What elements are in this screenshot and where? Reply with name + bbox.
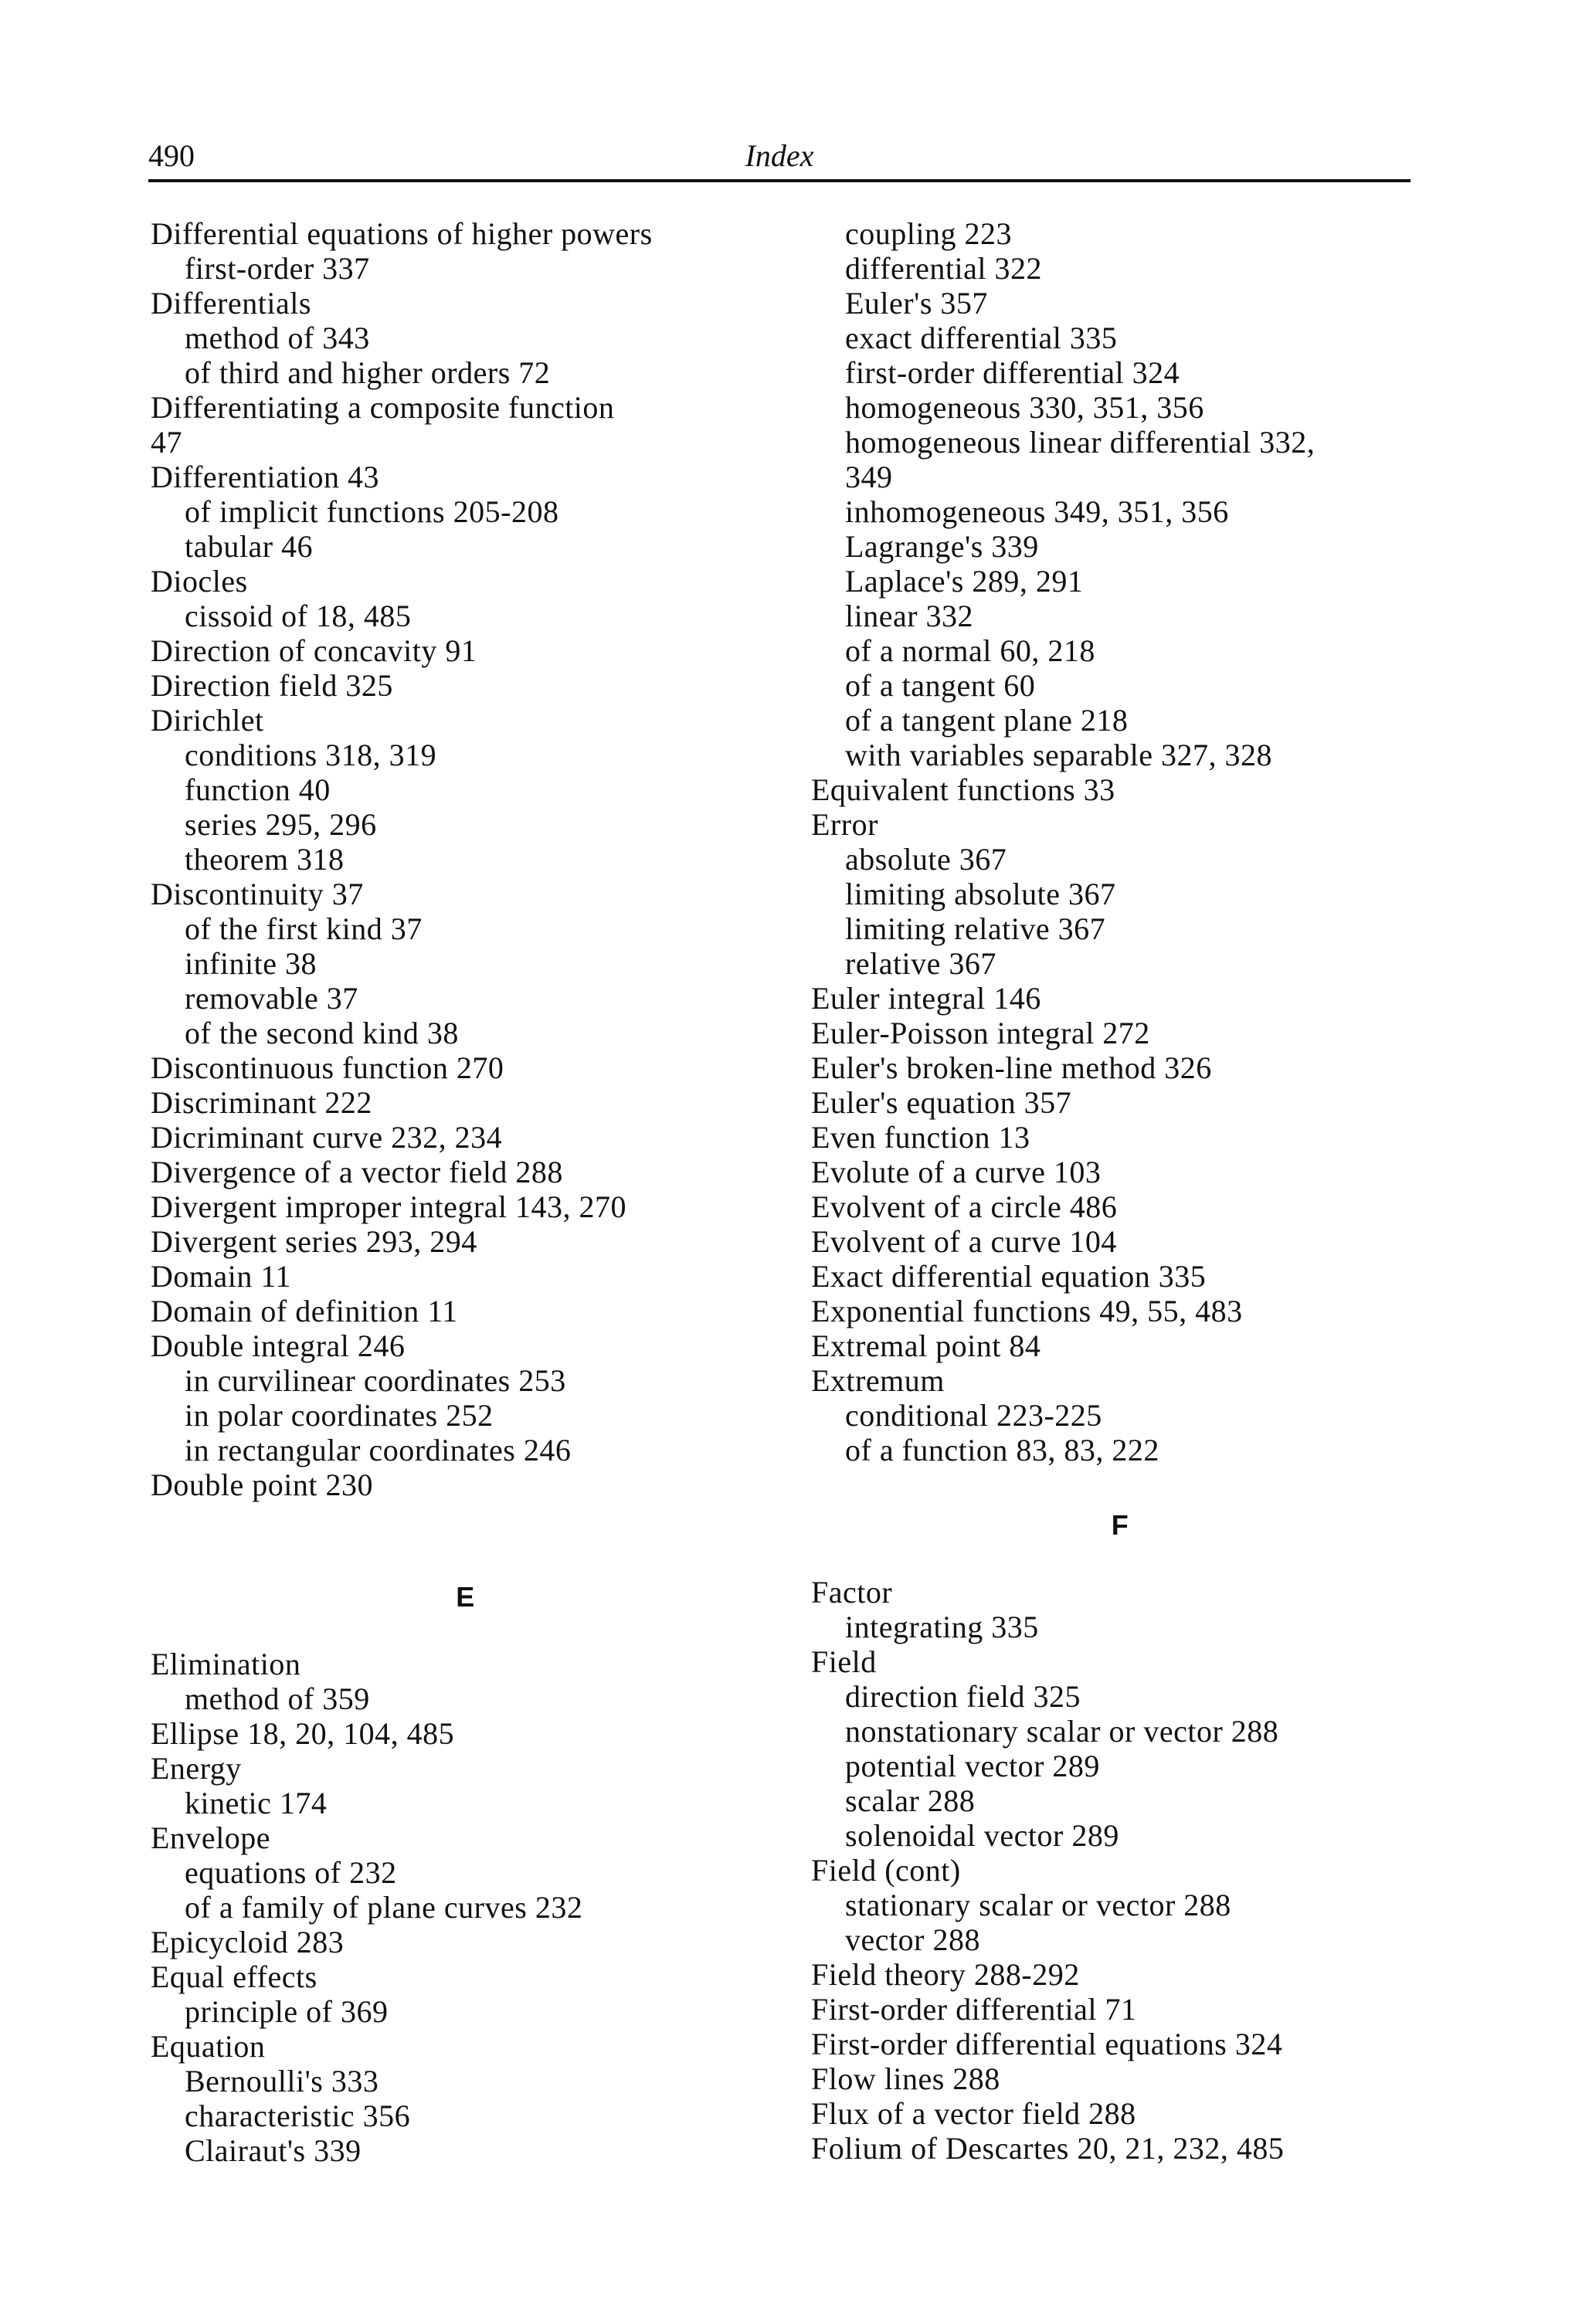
index-entry: Double point 230 [151, 1467, 373, 1502]
index-subentry: Lagrange's 339 [845, 529, 1039, 564]
index-subentry: of third and higher orders 72 [185, 355, 551, 390]
index-subentry: relative 367 [845, 946, 996, 981]
index-subentry: Euler's 357 [845, 286, 988, 321]
right-column [811, 216, 1429, 2166]
index-entry: Factor [811, 1575, 893, 1610]
index-subentry: in rectangular coordinates 246 [185, 1433, 572, 1467]
section-gap [811, 1542, 1429, 1575]
section-gap [151, 1502, 780, 1579]
index-entry: Equal effects [151, 1959, 317, 1994]
index-subentry: differential 322 [845, 251, 1042, 286]
index-subentry: function 40 [185, 772, 331, 807]
index-subentry: kinetic 174 [185, 1786, 328, 1820]
index-subentry: Laplace's 289, 291 [845, 564, 1084, 599]
index-entry: Differentials [151, 286, 311, 321]
index-subentry: homogeneous linear differential 332, [845, 425, 1316, 460]
index-entry: 47 [151, 425, 182, 460]
index-subentry: integrating 335 [845, 1610, 1039, 1644]
index-entry: Even function 13 [811, 1120, 1030, 1155]
index-entry: Direction of concavity 91 [151, 633, 477, 668]
index-subentry: limiting absolute 367 [845, 877, 1116, 911]
index-entry: Field [811, 1644, 877, 1679]
index-entry: Exponential functions 49, 55, 483 [811, 1294, 1243, 1328]
index-entry: Flow lines 288 [811, 2061, 1000, 2096]
index-subentry: absolute 367 [845, 842, 1007, 877]
index-subentry: of a family of plane curves 232 [185, 1890, 583, 1925]
index-subentry: of a normal 60, 218 [845, 633, 1095, 668]
index-entry: Domain 11 [151, 1259, 291, 1294]
section-gap [811, 1467, 1429, 1508]
index-entry: Exact differential equation 335 [811, 1259, 1207, 1294]
index-entry: Evolute of a curve 103 [811, 1155, 1102, 1189]
index-entry: Field (cont) [811, 1853, 961, 1888]
index-subentry: in polar coordinates 252 [185, 1398, 494, 1433]
index-subentry: stationary scalar or vector 288 [845, 1888, 1231, 1922]
section-gap [151, 1614, 780, 1647]
index-subentry: method of 359 [185, 1681, 370, 1716]
index-subentry: 349 [845, 460, 893, 494]
left-entries-e [151, 1647, 780, 2168]
index-subentry: conditional 223-225 [845, 1398, 1102, 1433]
index-subentry: vector 288 [845, 1922, 980, 1957]
index-entry: Euler-Poisson integral 272 [811, 1016, 1150, 1050]
running-head: Index [745, 138, 814, 173]
index-entry: Ellipse 18, 20, 104, 485 [151, 1716, 455, 1751]
index-subentry: of the second kind 38 [185, 1016, 459, 1050]
index-subentry: series 295, 296 [185, 807, 377, 842]
index-subentry: removable 37 [185, 981, 358, 1016]
index-subentry: tabular 46 [185, 529, 314, 564]
index-subentry: solenoidal vector 289 [845, 1818, 1119, 1853]
index-entry: Energy [151, 1751, 242, 1786]
index-entry: Epicycloid 283 [151, 1925, 345, 1959]
index-subentry: inhomogeneous 349, 351, 356 [845, 494, 1229, 529]
index-subentry: principle of 369 [185, 1994, 389, 2029]
index-entry: Domain of definition 11 [151, 1294, 458, 1328]
index-subentry: theorem 318 [185, 842, 345, 877]
index-entry: Dirichlet [151, 703, 264, 738]
index-entry: Direction field 325 [151, 668, 393, 703]
index-entry: Envelope [151, 1820, 271, 1855]
index-entry: Euler's broken-line method 326 [811, 1050, 1212, 1085]
left-entries-d [151, 216, 780, 1502]
page-number: 490 [148, 138, 195, 173]
index-entry: Divergent improper integral 143, 270 [151, 1189, 627, 1224]
section-letter-f: F [1111, 1509, 1129, 1541]
index-entry: Differentiating a composite function [151, 390, 615, 425]
index-entry: Divergence of a vector field 288 [151, 1155, 563, 1189]
index-entry: Dicriminant curve 232, 234 [151, 1120, 503, 1155]
index-subentry: conditions 318, 319 [185, 738, 437, 772]
index-entry: Evolvent of a circle 486 [811, 1189, 1118, 1224]
index-subentry: cissoid of 18, 485 [185, 599, 412, 633]
index-entry: Euler integral 146 [811, 981, 1041, 1016]
index-entry: Error [811, 807, 878, 842]
index-entry: Equation [151, 2029, 266, 2064]
index-subentry: of a function 83, 83, 222 [845, 1433, 1159, 1467]
index-entry: Differential equations of higher powers [151, 216, 653, 251]
left-column [151, 216, 780, 2168]
index-subentry: method of 343 [185, 321, 370, 355]
index-subentry: first-order differential 324 [845, 355, 1180, 390]
index-subentry: infinite 38 [185, 946, 317, 981]
index-entry: First-order differential 71 [811, 1992, 1137, 2027]
index-subentry: of a tangent plane 218 [845, 703, 1129, 738]
index-entry: Discontinuous function 270 [151, 1050, 504, 1085]
index-subentry: characteristic 356 [185, 2098, 411, 2133]
index-entry: Double integral 246 [151, 1328, 406, 1363]
index-entry: Extremal point 84 [811, 1328, 1041, 1363]
index-subentry: limiting relative 367 [845, 911, 1106, 946]
right-entries-f [811, 1575, 1429, 2166]
index-entry: Differentiation 43 [151, 460, 379, 494]
index-subentry: scalar 288 [845, 1783, 976, 1818]
index-subentry: Clairaut's 339 [185, 2133, 362, 2168]
index-subentry: potential vector 289 [845, 1749, 1100, 1783]
index-entry: Folium of Descartes 20, 21, 232, 485 [811, 2131, 1285, 2166]
index-subentry: coupling 223 [845, 216, 1012, 251]
index-entry: Euler's equation 357 [811, 1085, 1072, 1120]
index-entry: Evolvent of a curve 104 [811, 1224, 1117, 1259]
right-entries-e [811, 216, 1429, 1467]
index-entry: Discontinuity 37 [151, 877, 364, 911]
index-entry: Discriminant 222 [151, 1085, 372, 1120]
section-letter-e: E [456, 1581, 475, 1613]
index-subentry: nonstationary scalar or vector 288 [845, 1714, 1279, 1749]
index-subentry: of the first kind 37 [185, 911, 423, 946]
index-subentry: Bernoulli's 333 [185, 2064, 379, 2098]
index-entry: Elimination [151, 1647, 301, 1681]
index-entry: Diocles [151, 564, 248, 599]
index-entry: First-order differential equations 324 [811, 2027, 1283, 2061]
index-subentry: first-order 337 [185, 251, 370, 286]
index-subentry: in curvilinear coordinates 253 [185, 1363, 566, 1398]
index-subentry: with variables separable 327, 328 [845, 738, 1273, 772]
index-entry: Equivalent functions 33 [811, 772, 1115, 807]
index-subentry: direction field 325 [845, 1679, 1081, 1714]
index-subentry: linear 332 [845, 599, 974, 633]
index-entry: Extremum [811, 1363, 945, 1398]
index-entry: Flux of a vector field 288 [811, 2096, 1136, 2131]
index-subentry: homogeneous 330, 351, 356 [845, 390, 1204, 425]
index-entry: Field theory 288-292 [811, 1957, 1080, 1992]
index-entry: Divergent series 293, 294 [151, 1224, 477, 1259]
index-subentry: of implicit functions 205-208 [185, 494, 559, 529]
index-subentry: exact differential 335 [845, 321, 1118, 355]
page-header [148, 136, 1411, 182]
index-subentry: of a tangent 60 [845, 668, 1036, 703]
index-subentry: equations of 232 [185, 1855, 397, 1890]
